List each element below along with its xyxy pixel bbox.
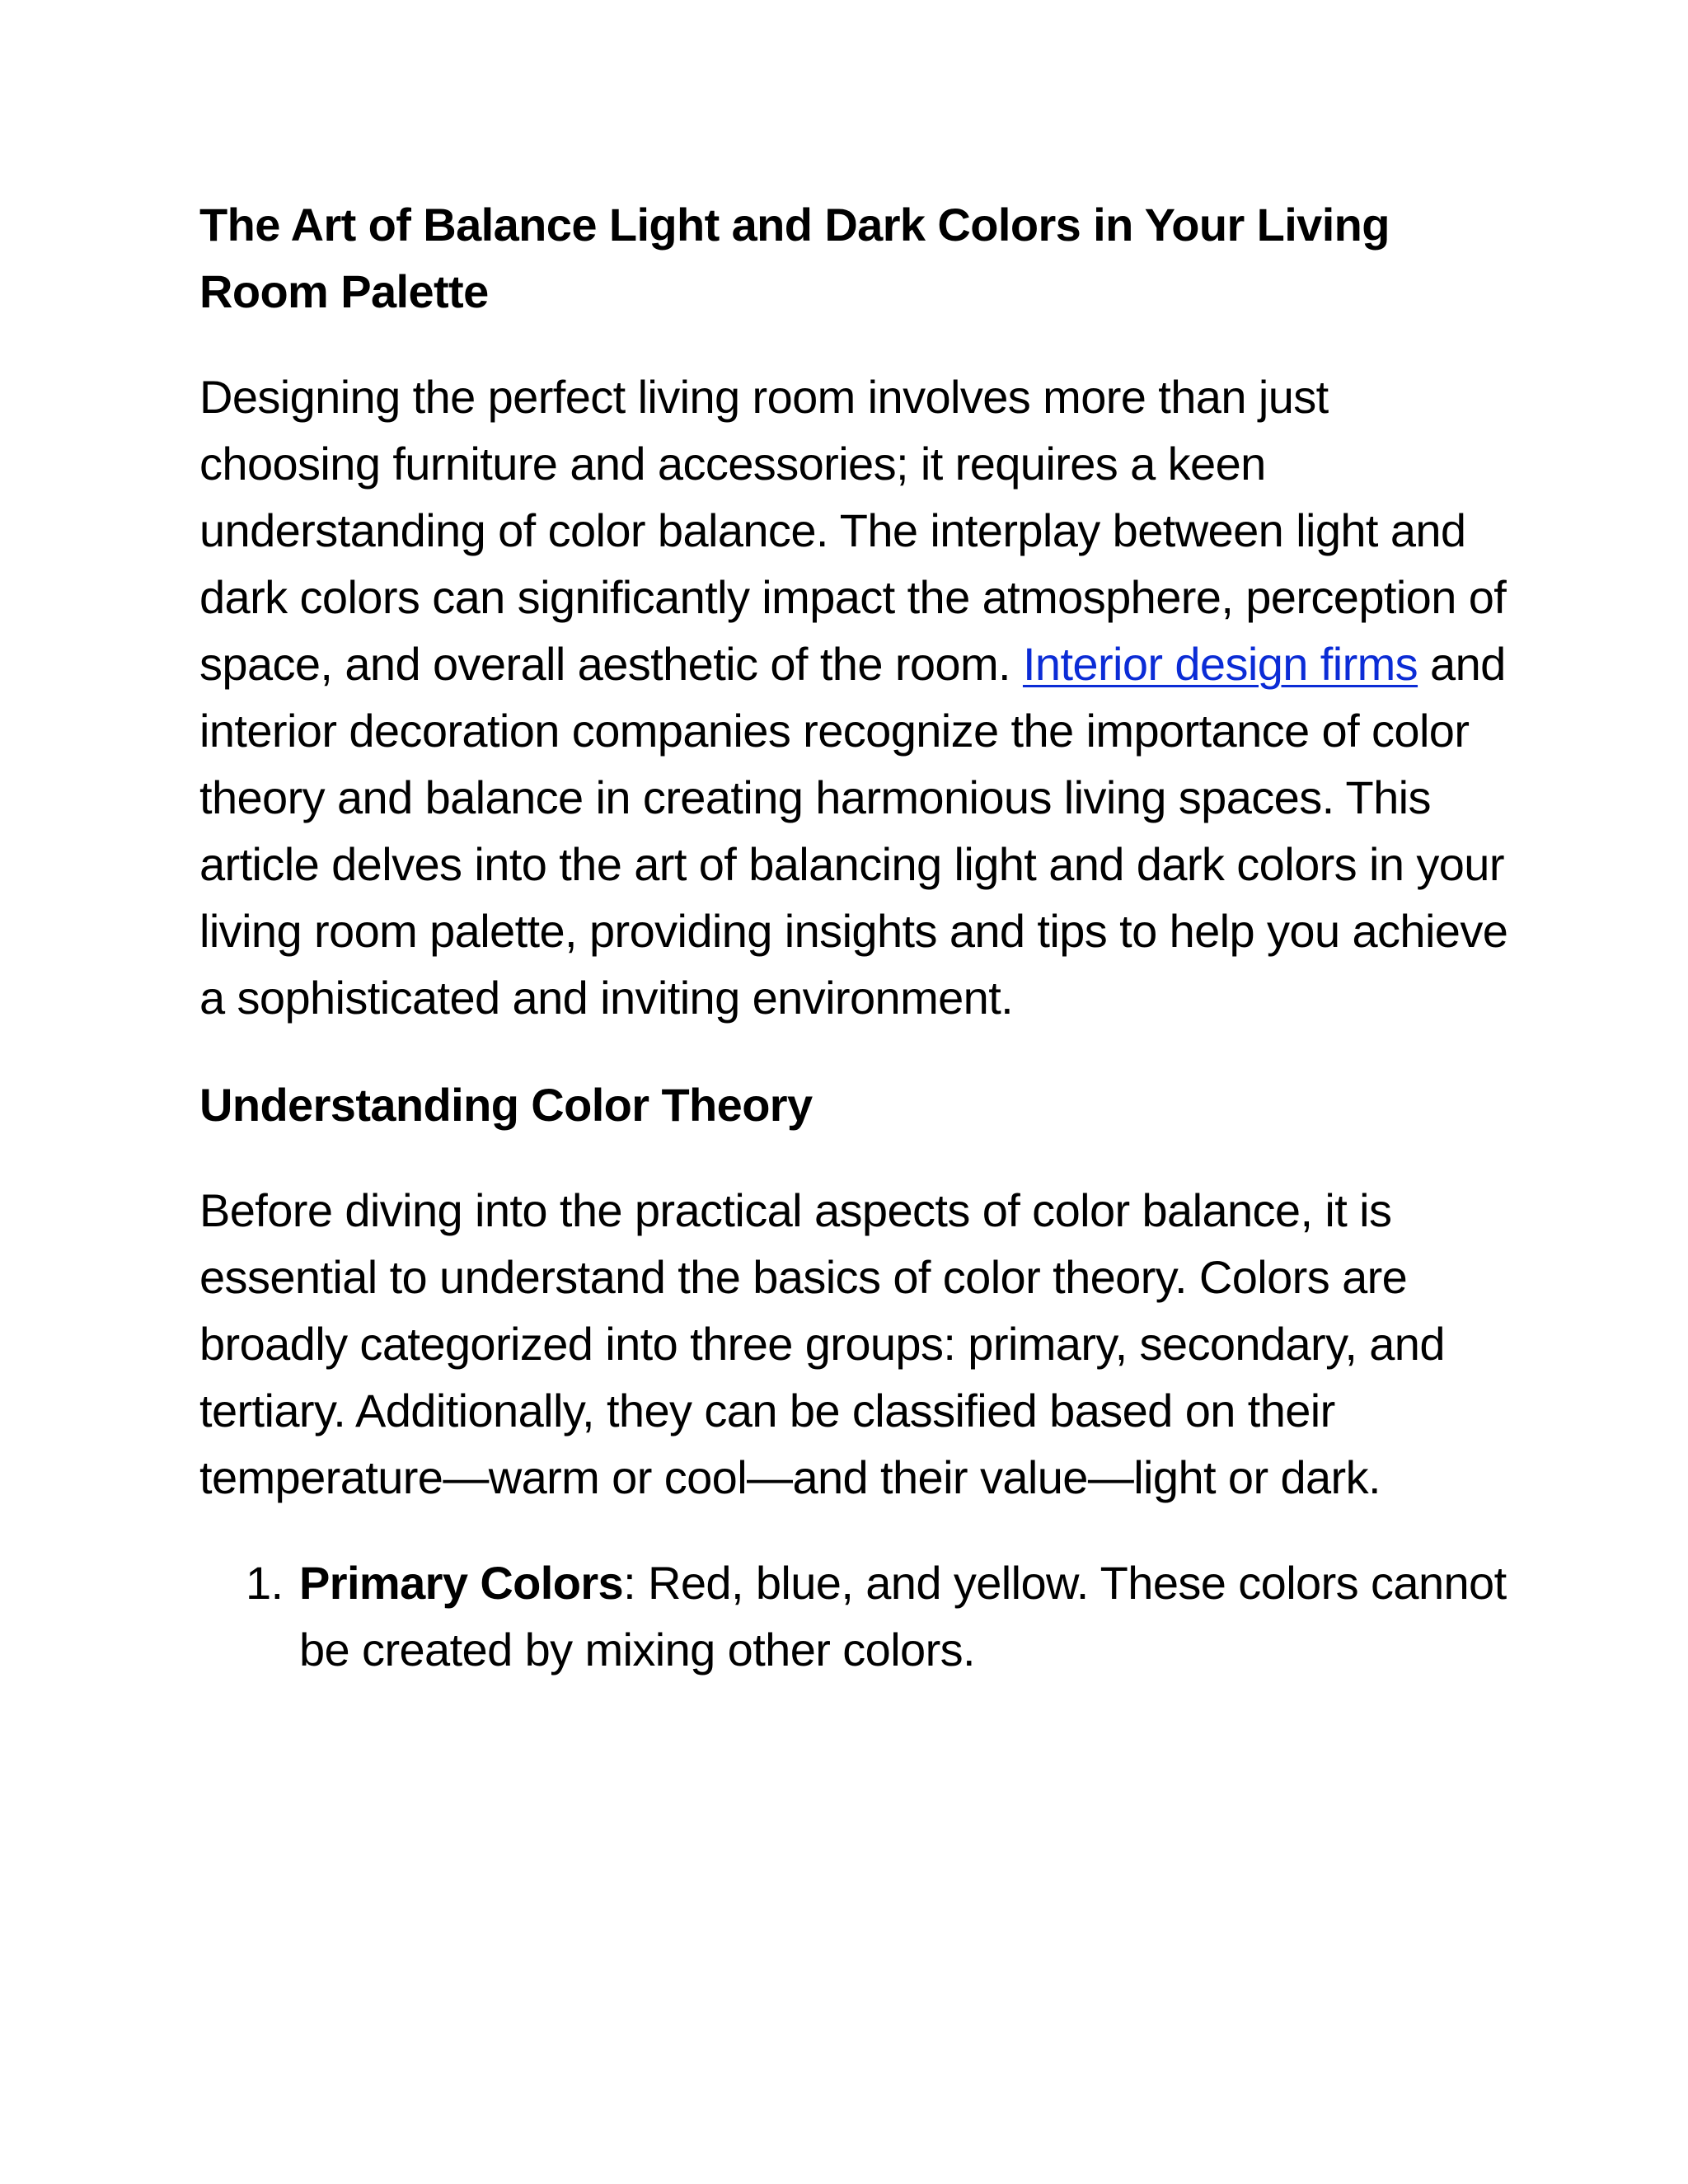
section-heading-color-theory: Understanding Color Theory xyxy=(199,1079,813,1131)
intro-paragraph xyxy=(199,363,1518,1031)
interior-design-firms-link[interactable]: Interior design firms xyxy=(1022,638,1418,690)
color-theory-paragraph: Before diving into the practical aspects of color balance, it is essential to understand the basics of color theory. Colors are broadly categorized into three groups: primary, secondary, and tertiary. Additionally, they can be classified based on their temperature—warm or cool—and their value—light or dark. xyxy=(199,1184,1445,1503)
list-item xyxy=(199,1549,1518,1683)
intro-text-before-link: Designing the perfect living room involves more than just choosing furniture and accessories; it requires a keen understanding of color balance. The interplay between light and dark colors can significantly impact the atmosphere, perception of space, and overall aesthetic of the room. xyxy=(199,371,1507,690)
color-groups-list xyxy=(199,1549,1518,1683)
article-title: The Art of Balance Light and Dark Colors in Your Living Room Palette xyxy=(199,199,1390,317)
document-page xyxy=(199,191,1518,1683)
intro-text-after-link: and interior decoration companies recognize the importance of color theory and balance in creating harmonious living spaces. This article delves into the art of balancing light and dark colors in your living room palette, providing insights and tips to help you achieve a sophisticated and inviting environment. xyxy=(199,638,1508,1024)
list-item-term: Primary Colors xyxy=(299,1557,624,1609)
list-item-number: 1. xyxy=(246,1557,284,1609)
list-item-description: : Red, blue, and yellow. These colors cannot be created by mixing other colors. xyxy=(299,1557,1507,1675)
